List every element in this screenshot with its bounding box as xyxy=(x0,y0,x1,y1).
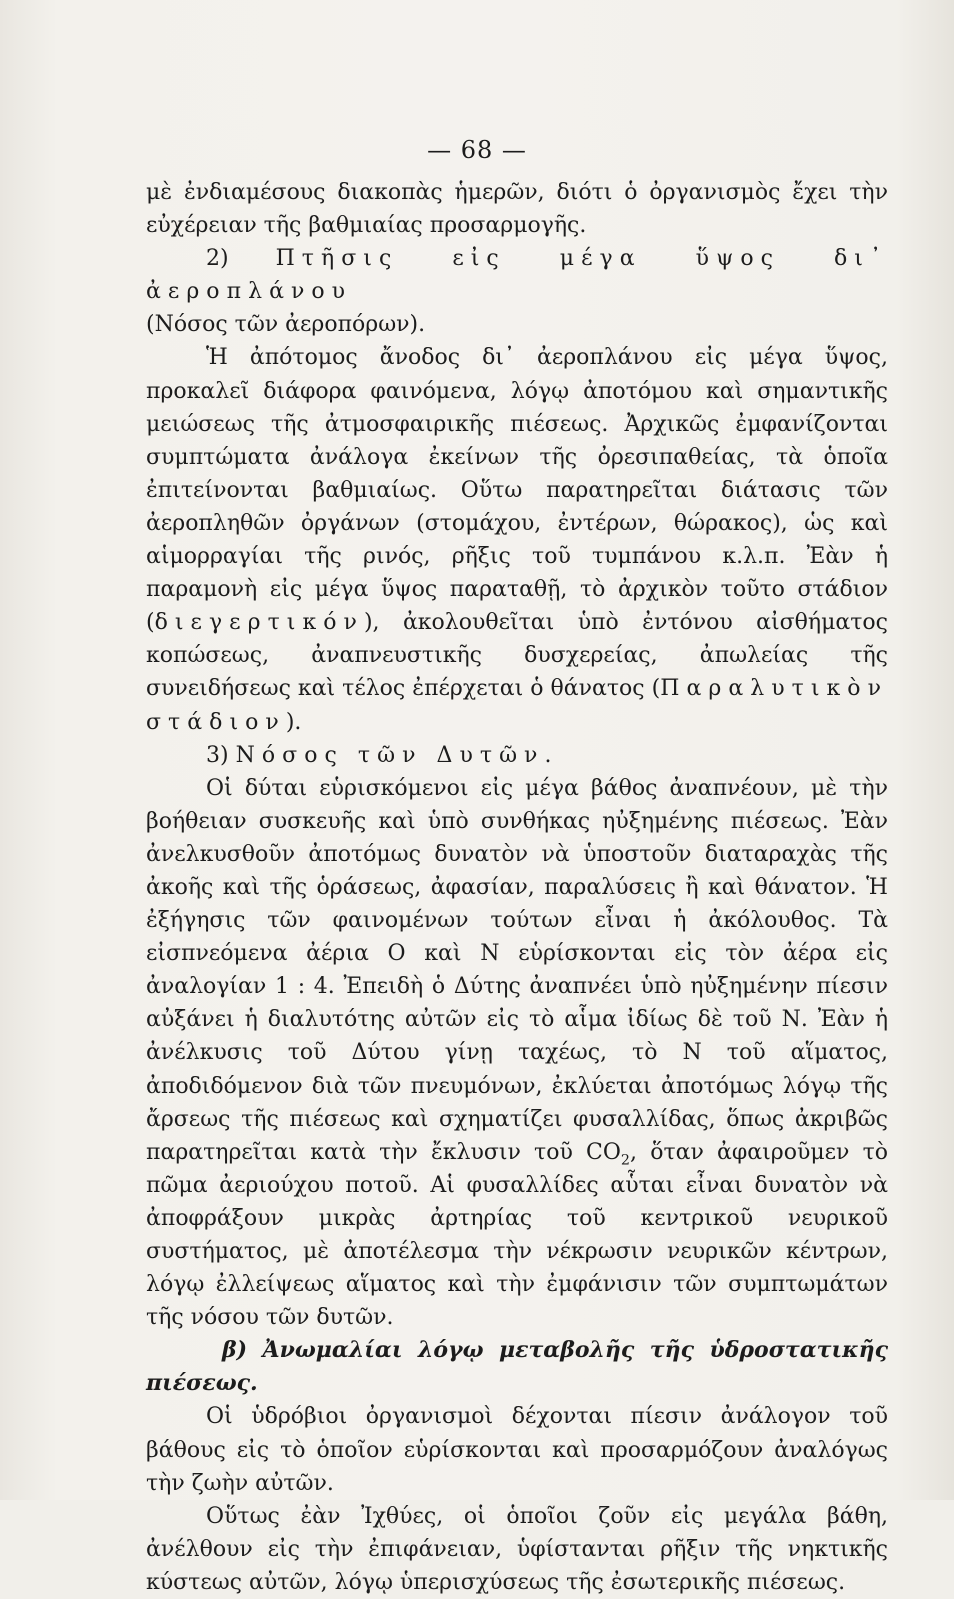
section-3-number: 3) xyxy=(206,742,236,768)
section-b-heading: β) Ἀνωμαλίαι λόγῳ μεταβολῆς τῆς ὑδροστατικῆς πιέσεως. xyxy=(146,1337,888,1397)
paragraph-aquatic: Οἱ ὑδρόβιοι ὀργανισμοὶ δέχονται πίεσιν ἀνάλογον τοῦ βάθους εἰς τὸ ὁποῖον εὑρίσκονται καὶ προσαρμόζουν ἀναλόγως τὴν ζωὴν αὐτῶν. xyxy=(146,1404,888,1496)
section-3-title: Νόσος τῶν Δυτῶν. xyxy=(235,742,559,768)
stage-paralytic: Παραλυτικὸν στάδιον xyxy=(146,676,888,735)
body-text xyxy=(146,176,888,1599)
section-2-subtitle: (Νόσος τῶν ἀεροπόρων). xyxy=(146,312,426,338)
paragraph-continuation: μὲ ἐνδιαμέσους διακοπὰς ἡμερῶν, διότι ὁ ὀργανισμὸς ἔχει τὴν εὐχέρειαν τῆς βαθμιαίας προσαρμογῆς. xyxy=(146,180,888,239)
paragraph-aviation: Ἡ ἀπότομος ἄνοδος δι᾽ ἀεροπλάνου εἰς μέγα ὕψος, προκαλεῖ διάφορα φαινόμενα, λόγῳ ἀποτόμου καὶ σημαντικῆς μειώσεως τῆς ἀτμοσφαιρικῆς πιέσεως. Ἀρχικῶς ἐμφανίζονται συμπτώματα ἀνάλογα ἐκείνων τῆς ὀρεσιπαθείας, τὰ ὁποῖα ἐπιτείνονται βαθμιαίως. Οὕτω παρατηρεῖται διάτασις τῶν ἀεροπληθῶν ὀργάνων (στομάχου, ἐντέρων, θώρακος), ὡς καὶ αἱμορραγίαι τῆς ρινός, ρῆξις τοῦ τυμπάνου κ.λ.π. Ἐὰν ἡ παραμονὴ εἰς μέγα ὕψος παραταθῇ, τὸ ἀρχικὸν τοῦτο στάδιον (διεγερτικόν), ἀκολουθεῖται ὑπὸ ἐντόνου αἰσθήματος κοπώσεως, ἀναπνευστικῆς δυσχερείας, ἀπωλείας τῆς συνειδήσεως καὶ τέλος ἐπέρχεται ὁ θάνατος (Παραλυτικὸν στάδιον). xyxy=(146,345,888,735)
section-2-title: Πτῆσις εἰς μέγα ὕψος δι᾽ ἀεροπλάνου xyxy=(146,246,889,305)
section-3-heading xyxy=(146,739,888,772)
paragraph-fish: Οὕτως ἐὰν Ἰχθύες, οἱ ὁποῖοι ζοῦν εἰς μεγάλα βάθη, ἀνέλθουν εἰς τὴν ἐπιφάνειαν, ὑφίστανται ρῆξιν τῆς νηκτικῆς κύστεως αὐτῶν, λόγῳ ὑπερισχύσεως τῆς ἐσωτερικῆς πιέσεως. xyxy=(146,1503,888,1595)
stage-excitatory: διεγερτικόν xyxy=(154,610,364,636)
section-2-heading xyxy=(146,242,888,308)
paragraph-divers: Οἱ δύται εὑρισκόμενοι εἰς μέγα βάθος ἀναπνέουν, μὲ τὴν βοήθειαν συσκευῆς καὶ ὑπὸ συνθήκας ηὐξημένης πιέσεως. Ἐὰν ἀνελκυσθοῦν ἀποτόμως δυνατὸν νὰ ὑποστοῦν διαταραχὰς τῆς ἀκοῆς καὶ τῆς ὁράσεως, ἀφασίαν, παραλύσεις ἢ καὶ θάνατον. Ἡ ἐξήγησις τῶν φαινομένων τούτων εἶναι ἡ ἀκόλουθος. Τὰ εἰσπνεόμενα ἀέρια Ο καὶ Ν εὑρίσκονται εἰς τὸν ἀέρα εἰς ἀναλογίαν 1 : 4. Ἐπειδὴ ὁ Δύτης ἀναπνέει ὑπὸ ηὐξημένην πίεσιν αὐξάνει ἡ διαλυτότης αὐτῶν εἰς τὸ αἷμα ἰδίως δὲ τοῦ Ν. Ἐὰν ἡ ἀνέλκυσις τοῦ Δύτου γίνῃ ταχέως, τὸ Ν τοῦ αἵματος, ἀποδιδόμενον διὰ τῶν πνευμόνων, ἐκλύεται ἀποτόμως λόγῳ τῆς ἄρσεως τῆς πιέσεως καὶ σχηματίζει φυσαλλίδας, ὅπως ἀκριβῶς παρατηρεῖται κατὰ τὴν ἔκλυσιν τοῦ $CO_2$, ὅταν ἀφαιροῦμεν τὸ πῶμα ἀεριούχου ποτοῦ. Αἱ φυσαλλίδες αὗται εἶναι δυνατὸν νὰ ἀποφράξουν μικρὰς ἀρτηρίας τοῦ κεντρικοῦ νευρικοῦ συστήματος, μὲ ἀποτέλεσμα τὴν νέκρωσιν νευρικῶν κέντρων, λόγῳ ἐλλείψεως αἵματος καὶ τὴν ἐμφάνισιν τῶν συμπτωμάτων τῆς νόσου τῶν δυτῶν. xyxy=(146,775,888,1331)
page-number: — 68 — xyxy=(427,136,527,164)
section-2-number: 2) xyxy=(206,246,276,272)
co2-subscript: 2 xyxy=(620,1152,631,1169)
